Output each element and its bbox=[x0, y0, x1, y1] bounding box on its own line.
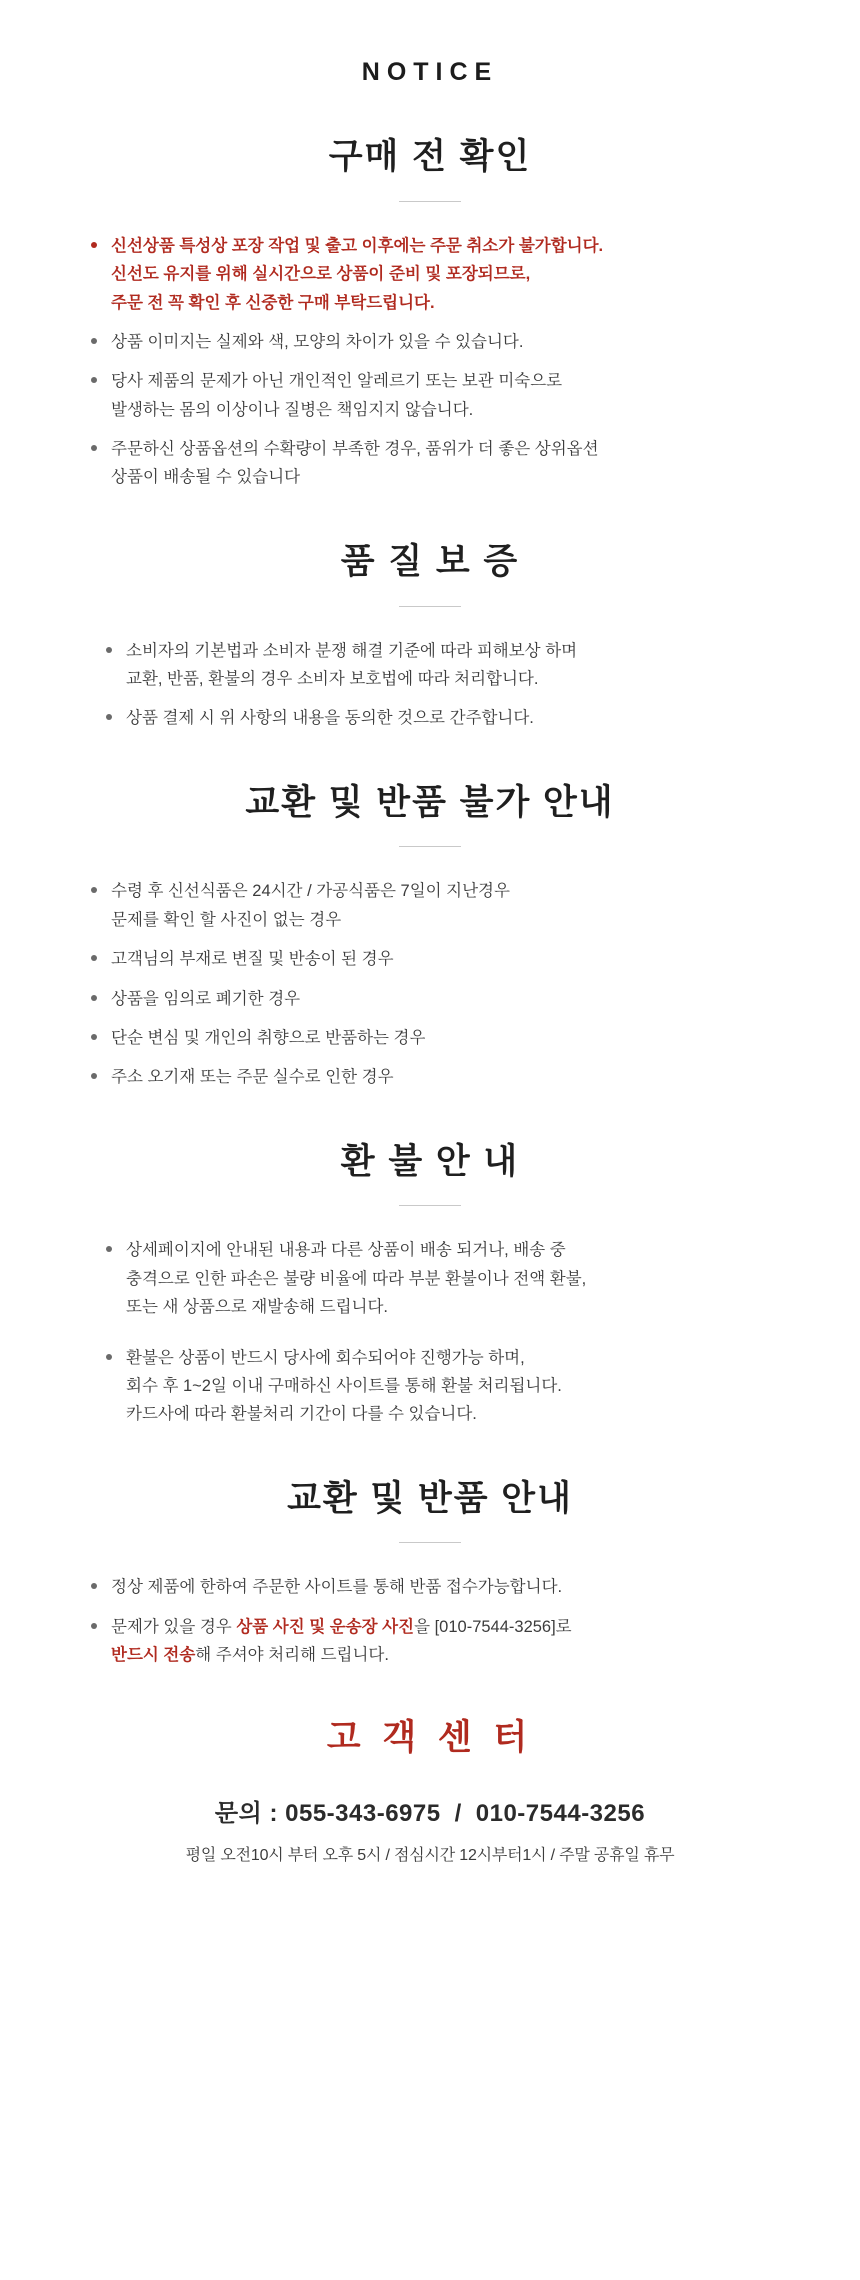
list-item-line: 주문하신 상품옵션의 수확량이 부족한 경우, 품위가 더 좋은 상위옵션 bbox=[111, 440, 599, 458]
section-exchange-denied bbox=[0, 781, 860, 1092]
highlighted-text: 반드시 전송 bbox=[111, 1646, 196, 1665]
list-item-line: 주문 전 꼭 확인 후 신중한 구매 부탁드립니다. bbox=[111, 293, 435, 312]
notice-list bbox=[100, 637, 760, 733]
customer-center-section bbox=[0, 1716, 860, 1866]
list-item-line: 상품 결제 시 위 사항의 내용을 동의한 것으로 간주합니다. bbox=[126, 709, 534, 728]
list-item-line: 상품 이미지는 실제와 색, 모양의 차이가 있을 수 있습니다. bbox=[111, 332, 524, 351]
list-item bbox=[85, 367, 775, 424]
section-title-refund: 환 불 안 내 bbox=[340, 1141, 520, 1181]
plain-text: 을 [010-7544-3256]로 bbox=[414, 1617, 572, 1636]
section-before-purchase bbox=[0, 135, 860, 492]
list-item-line: 발생하는 몸의 이상이나 질병은 책임지지 않습니다. bbox=[111, 400, 474, 419]
list-item-line: 수령 후 신선식품은 24시간 / 가공식품은 7일이 지난경우 bbox=[111, 882, 510, 901]
contact-label: 문의 : bbox=[214, 1800, 286, 1828]
section-refund bbox=[0, 1140, 860, 1429]
list-item-line: 단순 변심 및 개인의 취향으로 반품하는 경우 bbox=[111, 1028, 426, 1047]
list-item bbox=[85, 1063, 775, 1091]
sections-container bbox=[0, 135, 860, 1670]
list-item-line: 신선상품 특성상 포장 작업 및 출고 이후에는 주문 취소가 불가합니다. bbox=[111, 236, 604, 255]
list-item-line: 상품이 배송될 수 있습니다 bbox=[111, 468, 301, 487]
list-item-line: 신선도 유지를 위해 실시간으로 상품이 준비 및 포장되므로, bbox=[111, 265, 531, 284]
section-exchange-return bbox=[0, 1477, 860, 1670]
list-item-line: 고객님의 부재로 변질 및 반송이 된 경우 bbox=[111, 950, 394, 969]
list-item bbox=[85, 1024, 775, 1052]
list-item-line: 상세페이지에 안내된 내용과 다른 상품이 배송 되거나, 배송 중 bbox=[126, 1241, 566, 1260]
list-item-line: 당사 제품의 문제가 아닌 개인적인 알레르기 또는 보관 미숙으로 bbox=[111, 372, 563, 391]
section-title-exchange-return: 교환 및 반품 안내 bbox=[287, 1478, 573, 1518]
business-hours: 평일 오전10시 부터 오후 5시 / 점심시간 12시부터1시 / 주말 공휴일 휴무 bbox=[185, 1847, 675, 1865]
plain-text: 해 주셔야 처리해 드립니다. bbox=[195, 1646, 389, 1665]
list-item bbox=[100, 1236, 760, 1321]
plain-text: 문제가 있을 경우 bbox=[111, 1617, 237, 1636]
list-item bbox=[100, 1344, 760, 1429]
list-item-line: 정상 제품에 한하여 주문한 사이트를 통해 반품 접수가능합니다. bbox=[111, 1578, 563, 1597]
contact-line bbox=[0, 1793, 860, 1828]
section-divider bbox=[399, 1205, 461, 1206]
notice-list bbox=[85, 1573, 775, 1669]
list-item bbox=[85, 232, 775, 317]
list-item-line: 회수 후 1~2일 이내 구매하신 사이트를 통해 환불 처리됩니다. bbox=[126, 1376, 562, 1395]
list-item-line: 상품을 임의로 폐기한 경우 bbox=[111, 989, 301, 1008]
list-item-line: 소비자의 기본법과 소비자 분쟁 해결 기준에 따라 피해보상 하며 bbox=[126, 641, 578, 660]
notice-list bbox=[85, 877, 775, 1091]
section-divider bbox=[399, 846, 461, 847]
list-item bbox=[85, 435, 775, 492]
section-quality bbox=[0, 540, 860, 733]
list-item bbox=[100, 704, 760, 732]
list-item-line: 주소 오기재 또는 주문 실수로 인한 경우 bbox=[111, 1068, 394, 1087]
highlighted-text: 상품 사진 및 운송장 사진 bbox=[236, 1617, 415, 1636]
list-item-line: 환불은 상품이 반드시 당사에 회수되어야 진행가능 하며, bbox=[126, 1348, 525, 1367]
list-item bbox=[85, 877, 775, 934]
page-title: NOTICE bbox=[361, 58, 499, 86]
section-title-customer-center: 고 객 센 터 bbox=[326, 1717, 534, 1757]
list-item bbox=[85, 945, 775, 973]
list-item bbox=[100, 637, 760, 694]
list-item bbox=[85, 985, 775, 1013]
section-divider bbox=[399, 201, 461, 202]
section-title-before-purchase: 구매 전 확인 bbox=[328, 137, 532, 176]
list-item bbox=[85, 1613, 775, 1670]
phone-number-2[interactable]: 010-7544-3256 bbox=[475, 1800, 646, 1828]
phone-separator: / bbox=[454, 1800, 462, 1828]
notice-list bbox=[100, 1236, 760, 1428]
section-divider bbox=[399, 606, 461, 607]
list-item bbox=[85, 328, 775, 356]
notice-list bbox=[85, 232, 775, 492]
list-item-line bbox=[111, 1641, 775, 1669]
list-item-line: 또는 새 상품으로 재발송해 드립니다. bbox=[126, 1298, 389, 1317]
section-divider bbox=[399, 1542, 461, 1543]
list-item-line: 카드사에 따라 환불처리 기간이 다를 수 있습니다. bbox=[126, 1405, 477, 1424]
section-title-quality: 품 질 보 증 bbox=[340, 541, 520, 581]
phone-number-1[interactable]: 055-343-6975 bbox=[285, 1800, 441, 1828]
list-item-line: 교환, 반품, 환불의 경우 소비자 보호법에 따라 처리합니다. bbox=[126, 669, 539, 688]
list-item-line bbox=[111, 1613, 775, 1641]
list-item-line: 충격으로 인한 파손은 불량 비율에 따라 부분 환불이나 전액 환불, bbox=[126, 1269, 587, 1288]
list-item-line: 문제를 확인 할 사진이 없는 경우 bbox=[111, 910, 342, 929]
list-item bbox=[85, 1573, 775, 1601]
section-title-exchange-denied: 교환 및 반품 불가 안내 bbox=[245, 782, 615, 822]
